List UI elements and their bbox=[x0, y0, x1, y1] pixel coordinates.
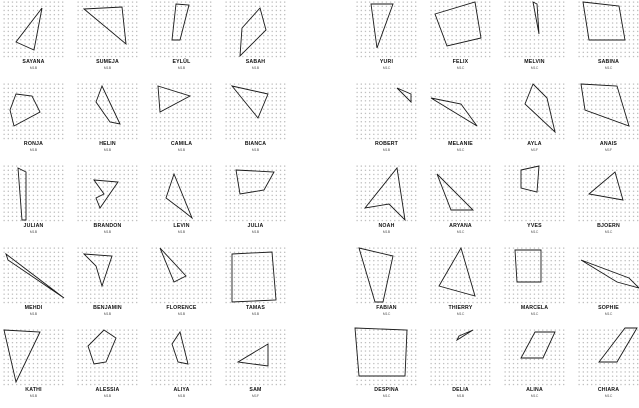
student-name: NOAH bbox=[378, 223, 395, 229]
dot-grid bbox=[76, 0, 139, 58]
class-label: M1B bbox=[251, 312, 260, 316]
class-label: M1B bbox=[103, 394, 112, 398]
polygon-shape bbox=[236, 170, 274, 194]
class-label: M1C bbox=[530, 230, 539, 234]
shape-drawing bbox=[2, 82, 65, 140]
shape-drawing bbox=[577, 164, 639, 222]
student-card bbox=[503, 82, 566, 162]
student-name: ALESSIA bbox=[95, 387, 120, 393]
shape-drawing bbox=[150, 0, 213, 58]
student-name: CAMILA bbox=[170, 141, 193, 147]
shape-drawing bbox=[503, 0, 566, 58]
student-card bbox=[2, 246, 65, 326]
student-card bbox=[429, 246, 492, 326]
student-card bbox=[503, 328, 566, 408]
dot-grid bbox=[429, 0, 492, 58]
dot-grid bbox=[429, 328, 492, 386]
polygon-shape bbox=[232, 252, 276, 302]
student-card bbox=[429, 82, 492, 162]
shape-drawing bbox=[2, 0, 65, 58]
student-name: LEVIN bbox=[173, 223, 190, 229]
shape-drawing bbox=[577, 82, 639, 140]
student-card bbox=[150, 164, 213, 244]
student-card bbox=[355, 328, 418, 408]
polygon-shape bbox=[583, 2, 625, 40]
dot-grid bbox=[2, 0, 65, 58]
class-label: M1C bbox=[604, 394, 613, 398]
dot-grid bbox=[503, 0, 566, 58]
dot-grid bbox=[224, 246, 287, 304]
student-name: ALIYA bbox=[173, 387, 190, 393]
class-label: M1C bbox=[382, 66, 391, 70]
student-card bbox=[2, 82, 65, 162]
student-name: MELVIN bbox=[524, 59, 545, 65]
dot-grid bbox=[577, 0, 639, 58]
student-name: MEHDI bbox=[24, 305, 43, 311]
student-card bbox=[76, 246, 139, 326]
shape-drawing bbox=[503, 246, 566, 304]
polygon-shape bbox=[371, 4, 393, 48]
student-name: RONJA bbox=[23, 141, 44, 147]
polygon-shape bbox=[521, 166, 539, 192]
dot-grid bbox=[76, 164, 139, 222]
polygon-shape bbox=[599, 328, 637, 362]
class-label: M1B bbox=[103, 312, 112, 316]
student-card bbox=[429, 328, 492, 408]
dot-grid bbox=[150, 164, 213, 222]
class-label: M1C bbox=[456, 230, 465, 234]
shape-drawing bbox=[355, 328, 418, 386]
student-name: SOPHIE bbox=[598, 305, 619, 311]
shape-drawing bbox=[429, 164, 492, 222]
shape-drawing bbox=[2, 328, 65, 386]
dot-grid bbox=[2, 328, 65, 386]
shape-drawing bbox=[150, 82, 213, 140]
student-card bbox=[355, 246, 418, 326]
polygon-shape bbox=[96, 86, 120, 124]
class-label: M1B bbox=[29, 230, 38, 234]
student-name: JULIA bbox=[247, 223, 264, 229]
class-label: M1C bbox=[456, 148, 465, 152]
class-label: M1B bbox=[103, 148, 112, 152]
student-card bbox=[224, 0, 287, 80]
student-card bbox=[577, 246, 639, 326]
shape-drawing bbox=[429, 82, 492, 140]
student-name: THIERRY bbox=[448, 305, 473, 311]
student-card bbox=[150, 246, 213, 326]
dot-grid bbox=[76, 246, 139, 304]
dot-grid bbox=[224, 0, 287, 58]
shape-drawing bbox=[224, 164, 287, 222]
student-card bbox=[429, 164, 492, 244]
class-label: M1C bbox=[456, 66, 465, 70]
class-label: M1F bbox=[251, 394, 260, 398]
dot-grid bbox=[355, 82, 418, 140]
polygon-shape bbox=[397, 88, 411, 102]
polygon-shape bbox=[533, 2, 539, 34]
polygon-shape bbox=[172, 332, 188, 364]
shape-drawing bbox=[224, 82, 287, 140]
shape-drawing bbox=[577, 0, 639, 58]
student-card bbox=[503, 0, 566, 80]
polygon-shape bbox=[439, 248, 475, 296]
polygon-shape bbox=[435, 2, 481, 46]
shape-drawing bbox=[76, 246, 139, 304]
shape-drawing bbox=[429, 246, 492, 304]
student-card bbox=[224, 246, 287, 326]
dot-grid bbox=[577, 164, 639, 222]
student-card bbox=[76, 328, 139, 408]
polygon-shape bbox=[18, 168, 26, 220]
shape-drawing bbox=[224, 328, 287, 386]
class-label: M1B bbox=[456, 394, 465, 398]
class-label: M1C bbox=[530, 312, 539, 316]
student-name: YVES bbox=[527, 223, 542, 229]
class-label: M1B bbox=[177, 312, 186, 316]
student-card bbox=[224, 328, 287, 408]
dot-grid bbox=[224, 164, 287, 222]
student-card bbox=[577, 328, 639, 408]
shape-drawing bbox=[429, 328, 492, 386]
shape-drawing bbox=[355, 0, 418, 58]
student-name: KATHI bbox=[25, 387, 42, 393]
polygon-shape bbox=[581, 260, 639, 288]
shape-drawing bbox=[355, 164, 418, 222]
student-card bbox=[2, 164, 65, 244]
student-name: DESPINA bbox=[374, 387, 399, 393]
student-name: BENJAMIN bbox=[93, 305, 122, 311]
class-label: M1B bbox=[382, 230, 391, 234]
student-name: FLORENCE bbox=[166, 305, 197, 311]
student-card bbox=[355, 164, 418, 244]
polygon-shape bbox=[457, 330, 473, 340]
student-name: SUMEJA bbox=[96, 59, 119, 65]
shape-drawing bbox=[76, 0, 139, 58]
class-label: M1F bbox=[530, 148, 539, 152]
dot-grid bbox=[2, 164, 65, 222]
student-card bbox=[76, 82, 139, 162]
class-label: M1F bbox=[604, 148, 613, 152]
class-label: M1C bbox=[382, 394, 391, 398]
student-name: FABIAN bbox=[376, 305, 397, 311]
shape-drawing bbox=[429, 0, 492, 58]
shape-drawing bbox=[224, 0, 287, 58]
dot-grid bbox=[429, 246, 492, 304]
dot-grid bbox=[224, 328, 287, 386]
class-label: M1C bbox=[604, 230, 613, 234]
student-card bbox=[355, 0, 418, 80]
student-card bbox=[150, 82, 213, 162]
dot-grid bbox=[2, 82, 65, 140]
class-label: M1B bbox=[29, 66, 38, 70]
student-name: BIANCA bbox=[244, 141, 267, 147]
student-name: BRANDON bbox=[93, 223, 122, 229]
dot-grid bbox=[355, 0, 418, 58]
student-name: SABINA bbox=[597, 59, 620, 65]
student-name: SAYANA bbox=[22, 59, 45, 65]
dot-grid bbox=[76, 82, 139, 140]
student-card bbox=[577, 0, 639, 80]
dot-grid bbox=[503, 164, 566, 222]
class-label: M1B bbox=[251, 230, 260, 234]
class-label: M1B bbox=[382, 148, 391, 152]
student-name: ANAIS bbox=[599, 141, 618, 147]
polygon-shape bbox=[94, 180, 118, 208]
student-name: ROBERT bbox=[374, 141, 399, 147]
student-card bbox=[429, 0, 492, 80]
shape-drawing bbox=[503, 82, 566, 140]
dot-grid bbox=[577, 82, 639, 140]
shape-drawing bbox=[76, 164, 139, 222]
dot-grid bbox=[355, 328, 418, 386]
dot-grid bbox=[577, 328, 639, 386]
student-name: FELIX bbox=[452, 59, 469, 65]
shape-drawing bbox=[355, 246, 418, 304]
student-card bbox=[2, 0, 65, 80]
polygon-shape bbox=[365, 168, 405, 220]
polygon-shape bbox=[431, 98, 477, 126]
student-card bbox=[76, 0, 139, 80]
student-name: AYLA bbox=[527, 141, 542, 147]
dot-grid bbox=[429, 164, 492, 222]
student-card bbox=[577, 82, 639, 162]
polygon-shape bbox=[172, 4, 189, 40]
dot-grid bbox=[150, 246, 213, 304]
student-card bbox=[577, 164, 639, 244]
polygon-shape bbox=[6, 254, 64, 298]
dot-grid bbox=[150, 328, 213, 386]
polygon-shape bbox=[16, 8, 42, 50]
student-name: CHIARA bbox=[597, 387, 620, 393]
class-label: M1B bbox=[177, 66, 186, 70]
dot-grid bbox=[150, 82, 213, 140]
polygon-shape bbox=[240, 8, 266, 56]
student-name: JULIAN bbox=[23, 223, 44, 229]
class-label: M1B bbox=[251, 66, 260, 70]
student-name: DELIA bbox=[452, 387, 469, 393]
shape-drawing bbox=[2, 164, 65, 222]
student-name: SAM bbox=[249, 387, 262, 393]
class-label: M1B bbox=[251, 148, 260, 152]
class-label: M1C bbox=[530, 66, 539, 70]
dot-grid bbox=[355, 246, 418, 304]
dot-grid bbox=[429, 82, 492, 140]
polygon-shape bbox=[521, 332, 555, 358]
polygon-shape bbox=[589, 172, 623, 200]
polygon-shape bbox=[88, 330, 116, 364]
dot-grid bbox=[150, 0, 213, 58]
dot-grid bbox=[503, 328, 566, 386]
student-card bbox=[355, 82, 418, 162]
class-label: M1B bbox=[103, 230, 112, 234]
shape-drawing bbox=[224, 246, 287, 304]
student-name: ARYANA bbox=[449, 223, 472, 229]
dot-grid bbox=[503, 82, 566, 140]
student-card bbox=[503, 164, 566, 244]
dot-grid bbox=[355, 164, 418, 222]
student-card bbox=[503, 246, 566, 326]
shape-drawing bbox=[503, 164, 566, 222]
dot-grid bbox=[577, 246, 639, 304]
class-label: M1B bbox=[29, 148, 38, 152]
student-name: MELANIE bbox=[448, 141, 473, 147]
polygon-shape bbox=[581, 84, 629, 126]
class-label: M1B bbox=[29, 312, 38, 316]
student-name: TAMAS bbox=[245, 305, 266, 311]
polygon-shape bbox=[437, 174, 473, 210]
student-name: YURI bbox=[379, 59, 394, 65]
student-name: MARCELA bbox=[520, 305, 549, 311]
student-card bbox=[150, 0, 213, 80]
shape-drawing bbox=[503, 328, 566, 386]
shape-drawing bbox=[150, 246, 213, 304]
class-label: M1B bbox=[29, 394, 38, 398]
shape-drawing bbox=[76, 82, 139, 140]
student-name: EYLÜL bbox=[172, 59, 191, 65]
shape-drawing bbox=[150, 328, 213, 386]
shape-drawing bbox=[2, 246, 65, 304]
class-label: M1C bbox=[456, 312, 465, 316]
student-card bbox=[76, 164, 139, 244]
student-card bbox=[224, 82, 287, 162]
shape-drawing bbox=[355, 82, 418, 140]
shape-drawing bbox=[76, 328, 139, 386]
polygon-shape bbox=[10, 94, 40, 126]
class-label: M1B bbox=[103, 66, 112, 70]
polygon-shape bbox=[166, 174, 192, 218]
polygon-shape bbox=[84, 7, 126, 44]
student-card bbox=[224, 164, 287, 244]
polygon-shape bbox=[232, 86, 268, 118]
class-label: M1C bbox=[604, 66, 613, 70]
shape-drawing bbox=[577, 328, 639, 386]
student-name: ALINA bbox=[526, 387, 543, 393]
polygon-shape bbox=[4, 330, 40, 382]
polygon-shape bbox=[238, 344, 268, 366]
dot-grid bbox=[2, 246, 65, 304]
polygon-shape bbox=[158, 86, 190, 112]
polygon-shape bbox=[359, 248, 393, 302]
class-label: M1B bbox=[177, 148, 186, 152]
polygon-shape bbox=[515, 250, 541, 282]
shape-drawing bbox=[150, 164, 213, 222]
polygon-shape bbox=[160, 248, 186, 282]
dot-grid bbox=[503, 246, 566, 304]
class-label: M1C bbox=[382, 312, 391, 316]
dot-grid bbox=[76, 328, 139, 386]
polygon-shape bbox=[355, 328, 407, 376]
polygon-shape bbox=[525, 84, 555, 132]
class-label: M1C bbox=[530, 394, 539, 398]
class-label: M1B bbox=[177, 394, 186, 398]
student-card bbox=[2, 328, 65, 408]
student-name: SABAH bbox=[245, 59, 266, 65]
class-label: M1C bbox=[604, 312, 613, 316]
dot-grid bbox=[224, 82, 287, 140]
student-name: HELIN bbox=[99, 141, 116, 147]
student-card bbox=[150, 328, 213, 408]
class-label: M1B bbox=[177, 230, 186, 234]
shape-drawing bbox=[577, 246, 639, 304]
student-name: BJOERN bbox=[597, 223, 620, 229]
polygon-shape bbox=[84, 254, 112, 286]
